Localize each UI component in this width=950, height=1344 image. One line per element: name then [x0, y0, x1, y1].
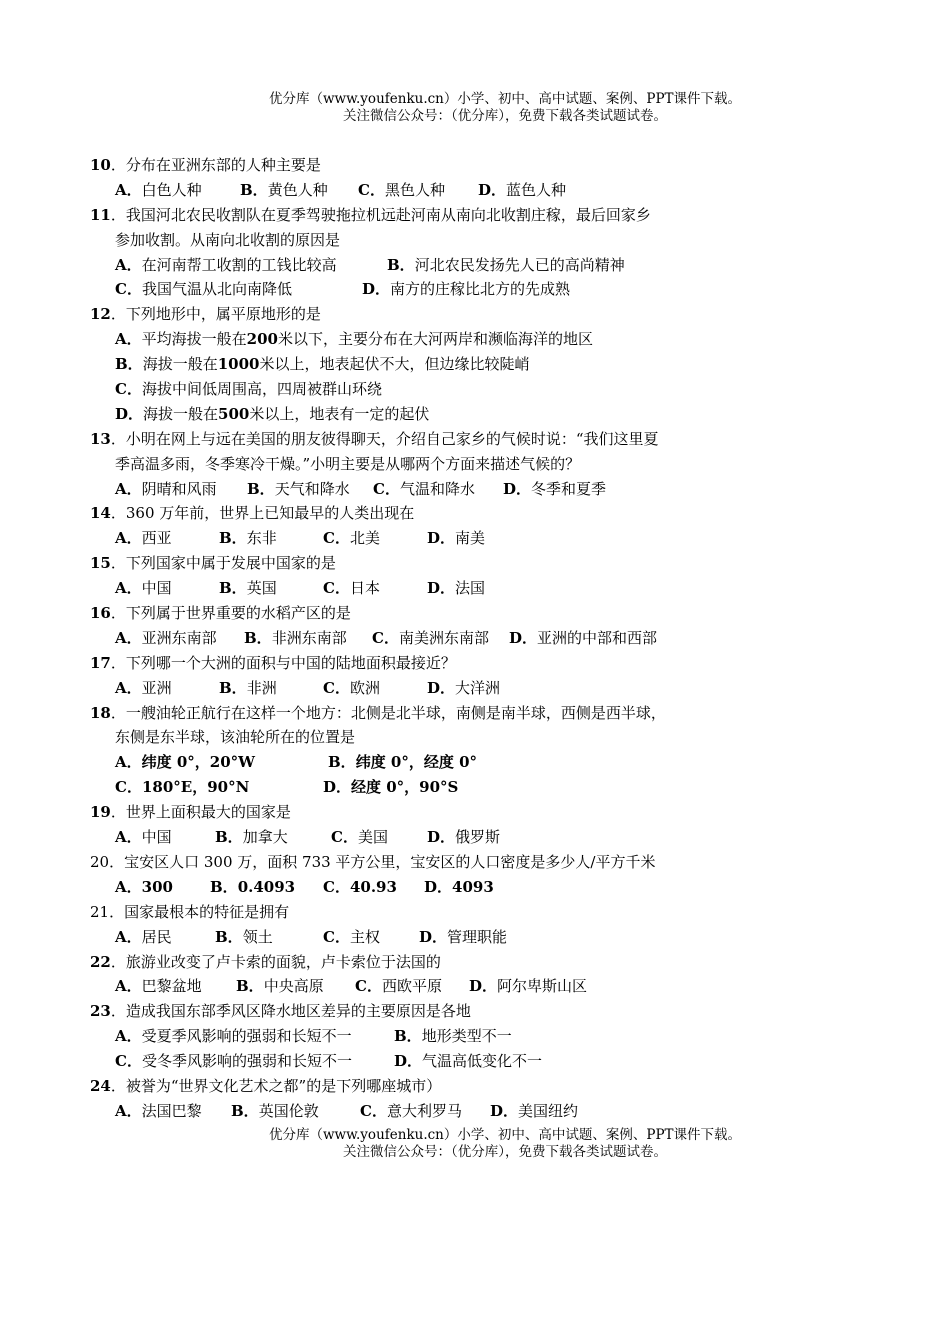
- question-15-options: [0, 576, 950, 601]
- option-c: C．欧洲: [323, 678, 380, 697]
- question-11-continued: 参加收割。从南向北收割的原因是: [115, 230, 341, 249]
- option-c: C．美国: [331, 828, 388, 847]
- question-17: 17．下列哪一个大洲的面积与中国的陆地面积最接近？: [90, 653, 456, 672]
- question-23-options-ab: [0, 1024, 950, 1049]
- option-d: D．冬季和夏季: [503, 479, 607, 498]
- question-23: 23．造成我国东部季风区降水地区差异的主要原因是各地: [90, 1002, 471, 1021]
- question-13-options: [0, 477, 950, 502]
- option-b: B．海拔一般在1000米以上，地表起伏不大，但边缘比较陡峭: [115, 355, 530, 374]
- option-a: A．西亚: [115, 529, 172, 548]
- option-b: B．加拿大: [215, 828, 288, 847]
- option-b: B．纬度 0°，经度 0°: [328, 753, 478, 772]
- option-b: B．黄色人种: [240, 180, 328, 199]
- option-b: B．天气和降水: [247, 479, 350, 498]
- option-a: A．亚洲: [115, 678, 172, 697]
- option-d: D．蓝色人种: [478, 180, 567, 199]
- question-17-options: [0, 676, 950, 701]
- question-list: [0, 153, 950, 1124]
- option-d: D．大洋洲: [427, 678, 501, 697]
- question-20: 20．宝安区人口 300 万，面积 733 平方公里，宝安区的人口密度是多少人/平方千米: [90, 852, 656, 871]
- option-d: D．法国: [427, 579, 486, 598]
- option-b: B．0.4093: [210, 877, 296, 896]
- option-d: D．海拔一般在500米以上，地表有一定的起伏: [115, 404, 430, 423]
- option-a: A．在河南帮工收割的工钱比较高: [115, 255, 337, 274]
- option-b: B．英国伦敦: [231, 1101, 319, 1120]
- option-a: A．法国巴黎: [115, 1101, 202, 1120]
- question-13-continued: 季高温多雨，冬季寒冷干燥。”小明主要是从哪两个方面来描述气候的？: [115, 454, 581, 473]
- question-13: 13．小明在网上与远在美国的朋友彼得聊天，介绍自己家乡的气候时说：“我们这里夏: [90, 429, 659, 448]
- question-19: 19．世界上面积最大的国家是: [90, 803, 291, 822]
- option-b: B．河北农民发扬先人已的高尚精神: [387, 255, 625, 274]
- option-d: D．气温高低变化不一: [394, 1052, 543, 1071]
- question-10: 10．分布在亚洲东部的人种主要是: [90, 156, 321, 174]
- option-c: C．海拔中间低周围高，四周被群山环绕: [115, 380, 382, 399]
- option-d: D．亚洲的中部和西部: [509, 628, 658, 647]
- option-b: B．英国: [219, 579, 277, 598]
- footer-line-2: 关注微信公众号：（优分库），免费下载各类试题试卷。: [343, 1144, 667, 1160]
- question-16: 16．下列属于世界重要的水稻产区的是: [90, 604, 351, 623]
- option-c: C．南美洲东南部: [372, 628, 489, 647]
- option-a: A．中国: [115, 579, 172, 598]
- header-line-1: 优分库（www.youfenku.cn）小学、初中、高中试题、案例、PPT课件下载。: [268, 91, 742, 107]
- option-b: B．中央高原: [236, 977, 324, 996]
- option-c: C．主权: [323, 927, 380, 946]
- page-header: [0, 91, 950, 125]
- question-12: 12．下列地形中，属平原地形的是: [90, 305, 321, 324]
- question-24: 24．被誉为“世界文化艺术之都”的是下列哪座城市）: [90, 1076, 442, 1095]
- option-d: D．4093: [424, 877, 494, 896]
- option-d: D．南美: [427, 529, 486, 548]
- option-d: D．美国纽约: [490, 1101, 579, 1120]
- option-b: B．非洲: [219, 678, 277, 697]
- option-b: B．领土: [215, 927, 273, 946]
- option-a: A．纬度 0°，20°W: [115, 753, 256, 772]
- footer-line-1: 优分库（www.youfenku.cn）小学、初中、高中试题、案例、PPT课件下载。: [268, 1127, 742, 1143]
- option-c: C．黑色人种: [358, 180, 445, 199]
- question-14: 14．360 万年前，世界上已知最早的人类出现在: [90, 504, 415, 523]
- option-a: A．受夏季风影响的强弱和长短不一: [115, 1027, 352, 1046]
- question-14-options: [0, 526, 950, 551]
- option-a: A．居民: [115, 927, 172, 946]
- question-22-options: [0, 974, 950, 999]
- question-16-options: [0, 626, 950, 651]
- option-d: D．俄罗斯: [427, 828, 501, 847]
- question-19-options: [0, 825, 950, 850]
- question-10-options: [0, 178, 950, 203]
- option-b: B．地形类型不一: [394, 1027, 512, 1046]
- option-c: C．西欧平原: [355, 977, 442, 996]
- option-c: C．受冬季风影响的强弱和长短不一: [115, 1052, 352, 1071]
- page-footer: [0, 1127, 950, 1161]
- question-24-options: [0, 1099, 950, 1124]
- question-11-options-cd: [0, 277, 950, 302]
- option-c: C．我国气温从北向南降低: [115, 280, 292, 299]
- option-b: B．非洲东南部: [244, 628, 347, 647]
- question-20-options: [0, 875, 950, 900]
- header-line-2: 关注微信公众号：（优分库），免费下载各类试题试卷。: [343, 108, 667, 124]
- question-18-options-ab: [0, 750, 950, 775]
- question-15: 15．下列国家中属于发展中国家的是: [90, 554, 336, 573]
- option-a: A．中国: [115, 828, 172, 847]
- option-a: A．阴晴和风雨: [115, 479, 217, 498]
- option-c: C．北美: [323, 529, 380, 548]
- option-c: C．40.93: [323, 877, 397, 896]
- option-c: C．意大利罗马: [360, 1101, 462, 1120]
- question-22: 22．旅游业改变了卢卡索的面貌，卢卡索位于法国的: [90, 952, 441, 971]
- option-d: D．经度 0°，90°S: [323, 778, 459, 797]
- option-d: D．管理职能: [419, 927, 508, 946]
- option-c: C．日本: [323, 579, 380, 598]
- option-a: A．巴黎盆地: [115, 977, 202, 996]
- question-18-options-cd: [0, 775, 950, 800]
- question-18-continued: 东侧是东半球，该油轮所在的位置是: [115, 728, 356, 747]
- option-a: A．亚洲东南部: [115, 628, 217, 647]
- question-21-options: [0, 925, 950, 950]
- option-c: C．180°E，90°N: [115, 778, 250, 797]
- option-a: A．平均海拔一般在200米以下，主要分布在大河两岸和濒临海洋的地区: [115, 330, 593, 349]
- option-c: C．气温和降水: [373, 479, 475, 498]
- option-d: D．阿尔卑斯山区: [469, 977, 588, 996]
- option-a: A．300: [115, 877, 173, 896]
- question-23-options-cd: [0, 1049, 950, 1074]
- option-b: B．东非: [219, 529, 277, 548]
- question-11-options-ab: [0, 253, 950, 278]
- option-d: D．南方的庄稼比北方的先成熟: [362, 280, 571, 299]
- option-a: A．白色人种: [115, 180, 202, 199]
- question-21: 21．国家最根本的特征是拥有: [90, 902, 290, 921]
- question-11: 11．我国河北农民收割队在夏季驾驶拖拉机远赴河南从南向北收割庄稼，最后回家乡: [90, 205, 651, 224]
- question-18: 18．一艘油轮正航行在这样一个地方：北侧是北半球，南侧是南半球，西侧是西半球，: [90, 703, 666, 722]
